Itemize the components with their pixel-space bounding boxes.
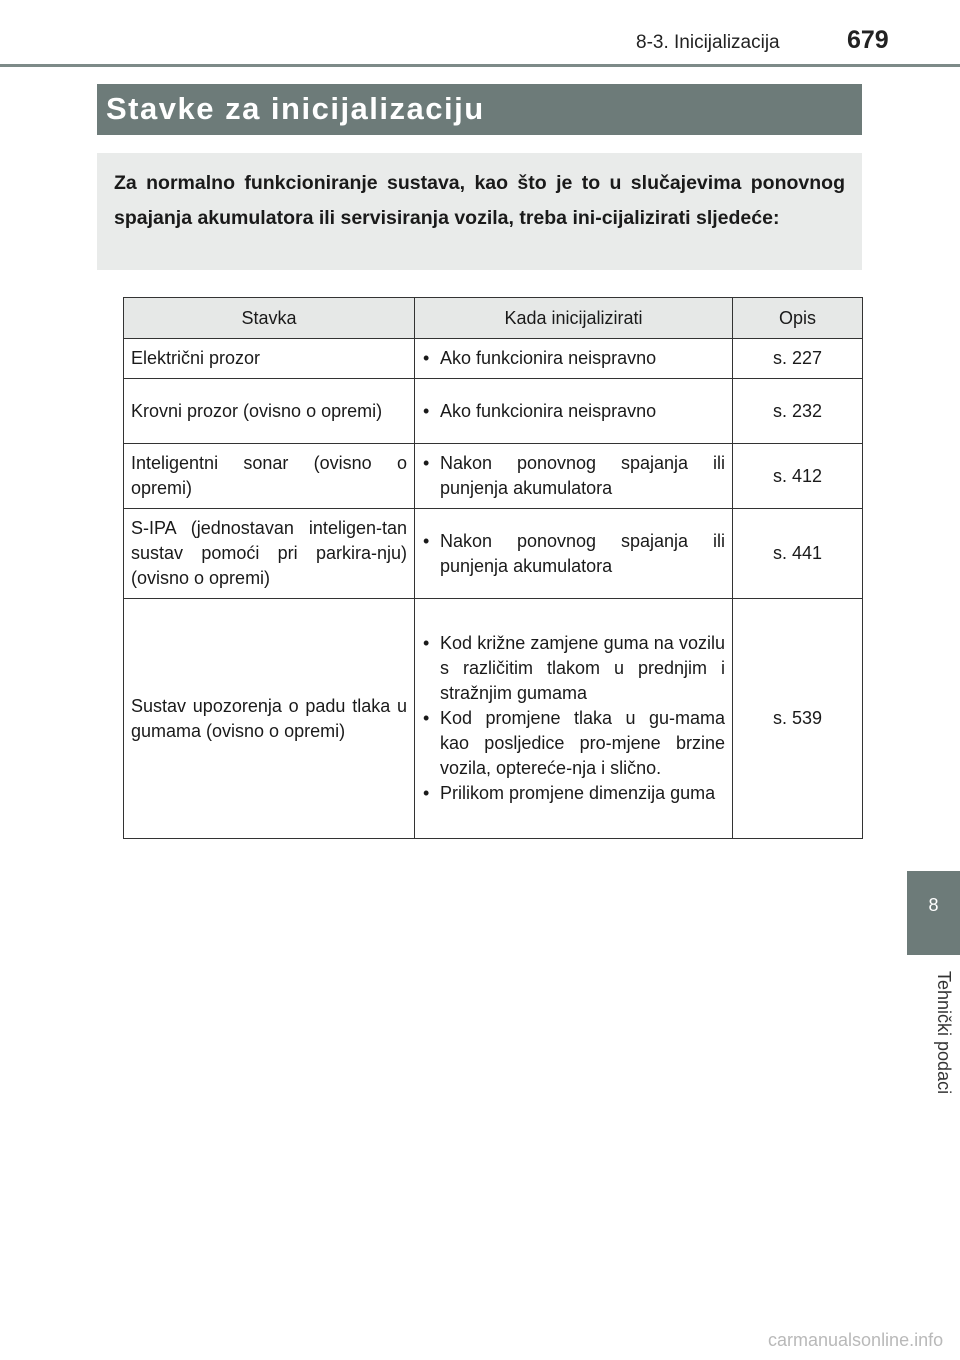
table-row <box>124 444 863 509</box>
chapter-tab <box>907 871 960 955</box>
when-cell <box>415 444 733 509</box>
when-bullet: • Kod križne zamjene guma na vozilu s različitim tlakom u prednjim i stražnjim gumama <box>422 631 725 706</box>
when-bullet: • Prilikom promjene dimenzija guma <box>422 781 725 806</box>
column-header-when: Kada inicijalizirati <box>415 298 733 339</box>
table-row <box>124 379 863 444</box>
table-row <box>124 339 863 379</box>
column-header-item: Stavka <box>124 298 415 339</box>
item-cell: S-IPA (jednostavan inteligen-tan sustav pomoći pri parkira-nju) (ovisno o opremi) <box>124 509 415 599</box>
header-section-title: 8-3. Inicijalizacija <box>636 32 780 53</box>
chapter-number: 8 <box>928 895 939 915</box>
item-cell: Električni prozor <box>124 339 415 379</box>
item-cell: Inteligentni sonar (ovisno o opremi) <box>124 444 415 509</box>
table-header-row <box>124 298 863 339</box>
title-band <box>97 84 862 135</box>
header-divider <box>0 64 960 67</box>
page-ref-cell: s. 539 <box>733 599 863 839</box>
when-cell <box>415 339 733 379</box>
table-row <box>124 509 863 599</box>
item-cell: Krovni prozor (ovisno o opremi) <box>124 379 415 444</box>
when-cell <box>415 509 733 599</box>
page-number: 679 <box>847 26 889 54</box>
when-bullet: • Ako funkcionira neispravno <box>422 399 725 424</box>
page-ref-cell: s. 412 <box>733 444 863 509</box>
intro-box <box>97 153 862 270</box>
item-cell: Sustav upozorenja o padu tlaka u gumama (ovisno o opremi) <box>124 599 415 839</box>
column-header-page: Opis <box>733 298 863 339</box>
page-ref-cell: s. 232 <box>733 379 863 444</box>
when-bullet: • Nakon ponovnog spajanja ili punjenja akumulatora <box>422 451 725 501</box>
initialization-table <box>123 297 863 839</box>
chapter-label: Tehnički podaci <box>934 971 954 1095</box>
when-cell <box>415 379 733 444</box>
when-bullet: • Nakon ponovnog spajanja ili punjenja akumulatora <box>422 529 725 579</box>
intro-text: Za normalno funkcioniranje sustava, kao što je to u slučajevima ponovnog spajanja akumulatora ili servisiranja vozila, treba ini-cijalizirati sljedeće: <box>114 172 845 229</box>
page-ref-cell: s. 441 <box>733 509 863 599</box>
table-row <box>124 599 863 839</box>
when-bullet: • Kod promjene tlaka u gu-mama kao posljedice pro-mjene brzine vozila, optereće-nja i slično. <box>422 706 725 781</box>
watermark: carmanualsonline.info <box>768 1330 944 1350</box>
when-bullet: • Ako funkcionira neispravno <box>422 346 725 371</box>
page-title: Stavke za inicijalizaciju <box>106 91 485 126</box>
page-ref-cell: s. 227 <box>733 339 863 379</box>
when-cell <box>415 599 733 839</box>
